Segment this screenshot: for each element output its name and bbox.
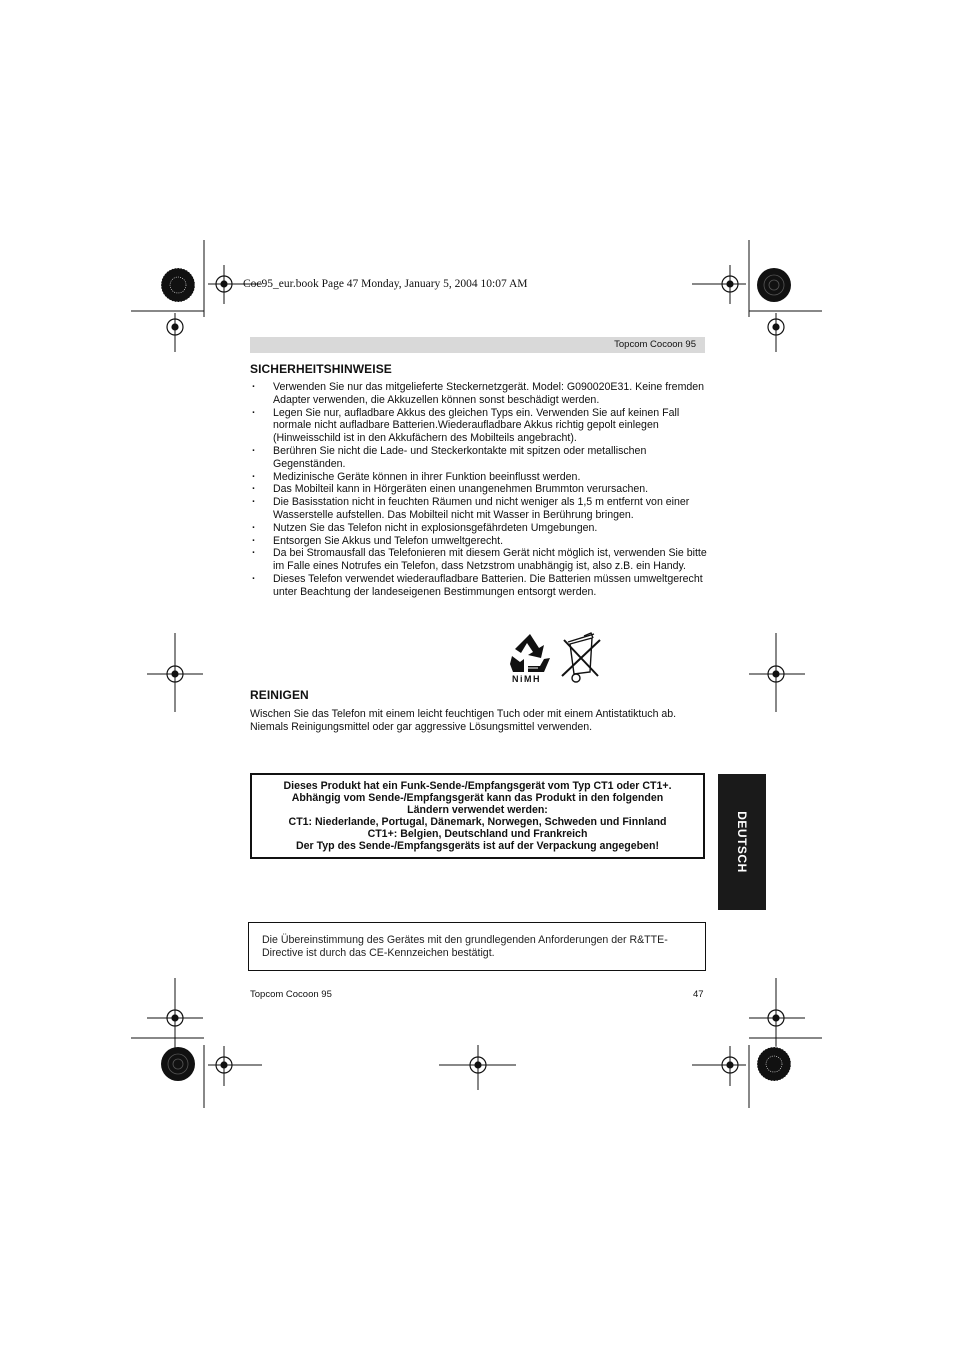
ce-notice-box: [248, 922, 706, 971]
header-title: Topcom Cocoon 95: [614, 339, 696, 350]
list-item: · Medizinische Geräte können in ihrer Funktion beeinflusst werden.: [250, 471, 710, 484]
page-number: 47: [693, 989, 704, 1000]
cleaning-line: Wischen Sie das Telefon mit einem leicht feuchtigen Tuch oder mit einem Antistatiktuch ab.: [250, 708, 677, 720]
list-item: · Verwenden Sie nur das mitgelieferte Steckernetzgerät. Model: G090020E31. Keine fremden Adapter verwenden, die Akkuzellen können sonst beschädigt werden.: [250, 381, 710, 407]
ce-line: Directive ist durch das CE-Kennzeichen bestätigt.: [262, 946, 495, 959]
crossed-out-bin-icon: [560, 630, 602, 686]
safety-list: [250, 381, 710, 599]
list-item: · Da bei Stromausfall das Telefonieren mit diesem Gerät nicht möglich ist, verwenden Sie bitte im Falle eines Notrufes ein Telefon, dass Netzstrom unabhängig ist, also z.B. ein Handy.: [250, 547, 710, 573]
notice-line: Abhängig vom Sende-/Empfangsgerät kann das Produkt in den folgenden: [291, 791, 664, 804]
list-item: · Die Basisstation nicht in feuchten Räumen und nicht weniger als 1,5 m entfernt von einer Wasserstelle aufstellen. Das Mobilteil nicht mit Wasser in Berührung bringen.: [250, 496, 710, 522]
cleaning-text: [250, 708, 720, 734]
cleaning-heading: REINIGEN: [250, 688, 309, 702]
recycle-icon: [508, 632, 554, 676]
safety-heading: SICHERHEITSHINWEISE: [250, 362, 392, 376]
list-item: · Nutzen Sie das Telefon nicht in explosionsgefährdeten Umgebungen.: [250, 522, 710, 535]
notice-line: Der Typ des Sende-/Empfangsgeräts ist auf der Verpackung angegeben!: [295, 839, 660, 852]
print-slug-line: Coc95_eur.book Page 47 Monday, January 5, 2004 10:07 AM: [243, 278, 528, 290]
list-item: · Dieses Telefon verwendet wiederaufladbare Batterien. Die Batterien müssen umweltgerecht unter Beachtung der landeseigenen Bestimmungen entsorgt werden.: [250, 573, 710, 599]
list-item: · Legen Sie nur, aufladbare Akkus des gleichen Typs ein. Verwenden Sie auf keinen Fall normale nicht aufladbare Batterien.Wiederaufladbare Akkus richtig gepolt einlegen (Hinweisschild ist in den Akkufächern des Mobilteils angebracht).: [250, 407, 710, 445]
notice-line: Dieses Produkt hat ein Funk-Sende-/Empfangsgerät vom Typ CT1 oder CT1+.: [283, 780, 672, 792]
footer-title: Topcom Cocoon 95: [250, 989, 332, 1000]
notice-line: CT1+: Belgien, Deutschland und Frankreich: [367, 827, 588, 840]
list-item: · Das Mobilteil kann in Hörgeräten einen unangenehmen Brummton verursachen.: [250, 483, 710, 496]
list-item: · Entsorgen Sie Akkus und Telefon umweltgerecht.: [250, 535, 710, 548]
notice-line: CT1: Niederlande, Portugal, Dänemark, Norwegen, Schweden und Finnland: [288, 815, 667, 828]
cleaning-line: Niemals Reinigungsmittel oder gar aggressive Lösungsmittel verwenden.: [250, 720, 593, 733]
nimh-label: NiMH: [512, 674, 541, 684]
language-tab: [718, 774, 766, 910]
radio-notice-box: [250, 773, 705, 859]
language-tab-label: DEUTSCH: [735, 811, 749, 873]
running-header: [250, 337, 705, 353]
notice-line: Ländern verwendet werden:: [407, 803, 548, 816]
list-item: · Berühren Sie nicht die Lade- und Steckerkontakte mit spitzen oder metallischen Gegenständen.: [250, 445, 710, 471]
disposal-symbols: [506, 630, 606, 688]
ce-line: Die Übereinstimmung des Gerätes mit den grundlegenden Anforderungen der R&TTE-: [262, 934, 668, 946]
